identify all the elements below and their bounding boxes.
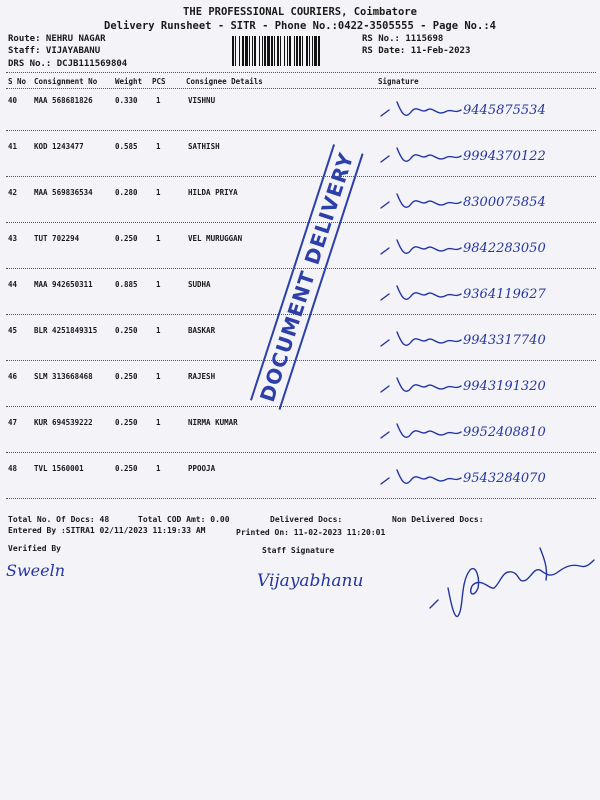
row-pcs: 1	[156, 280, 161, 289]
row-divider	[6, 222, 596, 223]
row-consignment-no: SLM 313668468	[34, 372, 93, 381]
row-weight: 0.280	[115, 188, 138, 197]
row-consignee: BASKAR	[188, 326, 216, 335]
row-consignee: VISHNU	[188, 96, 216, 105]
row-consignee: PPOOJA	[188, 464, 216, 473]
row-pcs: 1	[156, 96, 161, 105]
barcode-bar	[287, 36, 288, 66]
row-signature	[375, 458, 600, 496]
barcode-bar	[314, 36, 317, 66]
header-bottom-rule	[6, 88, 596, 89]
row-pcs: 1	[156, 142, 161, 151]
row-consignment-no: TVL 1560001	[34, 464, 84, 473]
entered-by: Entered By :SITRA1 02/11/2023 11:19:33 AM	[8, 526, 206, 535]
row-sno: 43	[8, 234, 18, 243]
total-cod: Total COD Amt: 0.00	[138, 515, 230, 524]
barcode-bar	[254, 36, 256, 66]
row-divider	[6, 452, 596, 453]
signature-scrawl	[375, 228, 600, 266]
row-signature	[375, 320, 600, 358]
row-weight: 0.330	[115, 96, 138, 105]
col-header-signature: Signature	[378, 77, 419, 86]
verifier-signature	[4, 554, 84, 584]
signature-scrawl	[375, 412, 600, 450]
signature-phone-number: 9943191320	[463, 379, 546, 394]
col-header-consignee: Consignee Details	[186, 77, 263, 86]
signature-stroke	[381, 378, 461, 392]
barcode-bar	[294, 36, 295, 66]
row-divider	[6, 130, 596, 131]
row-consignee: VEL MURUGGAN	[188, 234, 243, 243]
row-divider	[6, 360, 596, 361]
barcode-bar	[280, 36, 281, 66]
row-signature	[375, 366, 600, 404]
barcode-bar	[284, 36, 285, 66]
rs-date: RS Date: 11-Feb-2023	[362, 46, 471, 56]
row-weight: 0.250	[115, 418, 138, 427]
signature-phone-number: 9445875534	[463, 103, 546, 118]
row-pcs: 1	[156, 464, 161, 473]
barcode-bar	[318, 36, 320, 66]
row-divider	[6, 176, 596, 177]
barcode-bar	[249, 36, 250, 66]
signature-stroke	[381, 470, 461, 484]
barcode-bar	[262, 36, 263, 66]
row-sno: 45	[8, 326, 18, 335]
row-consignee: SATHISH	[188, 142, 220, 151]
non-delivered-docs: Non Delivered Docs:	[392, 515, 484, 524]
row-signature	[375, 412, 600, 450]
barcode-bar	[309, 36, 310, 66]
row-weight: 0.250	[115, 464, 138, 473]
row-weight: 0.250	[115, 326, 138, 335]
row-signature	[375, 182, 600, 220]
row-consignment-no: MAA 568681826	[34, 96, 93, 105]
barcode-bar	[271, 36, 273, 66]
row-pcs: 1	[156, 372, 161, 381]
barcode-bar	[252, 36, 253, 66]
row-consignment-no: KOD 1243477	[34, 142, 84, 151]
row-pcs: 1	[156, 418, 161, 427]
signature-stroke	[381, 148, 461, 162]
row-sno: 40	[8, 96, 18, 105]
row-consignee: HILDA PRIYA	[188, 188, 238, 197]
signature-scrawl	[375, 274, 600, 312]
total-docs: Total No. Of Docs: 48	[8, 515, 110, 524]
printed-on: Printed On: 11-02-2023 11:20:01	[236, 528, 386, 537]
row-consignee: RAJESH	[188, 372, 216, 381]
row-signature	[375, 90, 600, 128]
row-sno: 44	[8, 280, 18, 289]
barcode-bar	[302, 36, 303, 66]
row-divider	[6, 406, 596, 407]
signature-scrawl	[375, 136, 600, 174]
barcode-bar	[296, 36, 298, 66]
staff-label: Staff: VIJAYABANU	[8, 46, 101, 56]
row-sno: 47	[8, 418, 18, 427]
signature-stroke	[381, 286, 461, 300]
signature-phone-number: 9994370122	[463, 149, 546, 164]
route-label: Route: NEHRU NAGAR	[8, 34, 106, 44]
row-consignee: SUDHA	[188, 280, 211, 289]
verifier-signature-text: Sweeln	[6, 561, 66, 580]
signature-scrawl	[375, 366, 600, 404]
rs-number: RS No.: 1115698	[362, 34, 444, 44]
barcode-bar	[232, 36, 234, 66]
row-divider	[6, 498, 596, 499]
row-pcs: 1	[156, 188, 161, 197]
signature-stroke	[381, 240, 461, 254]
runsheet-title: THE PROFESSIONAL COURIERS, Coimbatore	[183, 6, 417, 18]
row-sno: 48	[8, 464, 18, 473]
row-weight: 0.250	[115, 372, 138, 381]
row-sno: 41	[8, 142, 18, 151]
consignee-scrawl-signature	[420, 528, 598, 628]
row-consignment-no: TUT 702294	[34, 234, 80, 243]
row-signature	[375, 136, 600, 174]
row-weight: 0.585	[115, 142, 138, 151]
barcode-bar	[267, 36, 270, 66]
signature-stroke	[381, 424, 461, 438]
signature-stroke	[381, 102, 461, 116]
staff-signature-label: Staff Signature	[262, 546, 335, 555]
barcode	[230, 36, 355, 66]
signature-phone-number: 9543284070	[463, 471, 546, 486]
col-header-sno: S No	[8, 77, 27, 86]
barcode-bar	[235, 36, 236, 66]
barcode-bar	[264, 36, 266, 66]
col-header-pcs: PCS	[152, 77, 166, 86]
barcode-bar	[245, 36, 248, 66]
col-header-weight: Weight	[115, 77, 143, 86]
signature-phone-number: 9952408810	[463, 425, 546, 440]
barcode-bar	[312, 36, 313, 66]
row-signature	[375, 274, 600, 312]
barcode-bar	[277, 36, 279, 66]
barcode-bar	[306, 36, 308, 66]
barcode-bar	[289, 36, 291, 66]
row-consignment-no: BLR 4251849315	[34, 326, 98, 335]
signature-phone-number: 9842283050	[463, 241, 546, 256]
runsheet-subtitle: Delivery Runsheet - SITR - Phone No.:0422-3505555 - Page No.:4	[104, 20, 496, 32]
barcode-bar	[242, 36, 244, 66]
signature-scrawl	[375, 90, 600, 128]
signature-phone-number: 9943317740	[463, 333, 546, 348]
table-top-rule	[6, 72, 596, 73]
signature-scrawl	[375, 458, 600, 496]
row-pcs: 1	[156, 326, 161, 335]
row-consignment-no: MAA 942650311	[34, 280, 93, 289]
row-weight: 0.250	[115, 234, 138, 243]
barcode-bar	[239, 36, 240, 66]
signature-stroke	[381, 332, 461, 346]
signature-stroke	[381, 194, 461, 208]
row-signature	[375, 228, 600, 266]
barcode-bar	[274, 36, 275, 66]
signature-scrawl	[375, 182, 600, 220]
row-sno: 42	[8, 188, 18, 197]
staff-signature-text: Vijayabhanu	[257, 571, 364, 591]
document-delivery-stamp: DOCUMENT DELIVERY	[250, 144, 364, 410]
delivered-docs: Delivered Docs:	[270, 515, 343, 524]
barcode-bar	[299, 36, 301, 66]
verified-by-label: Verified By	[8, 544, 61, 553]
row-consignee: NIRMA KUMAR	[188, 418, 238, 427]
barcode-bar	[259, 36, 260, 66]
col-header-consignment: Consignment No	[34, 77, 98, 86]
row-consignment-no: KUR 694539222	[34, 418, 93, 427]
signature-scrawl	[375, 320, 600, 358]
signature-phone-number: 9364119627	[463, 287, 546, 302]
row-consignment-no: MAA 569836534	[34, 188, 93, 197]
staff-handwritten-signature	[255, 558, 405, 598]
row-sno: 46	[8, 372, 18, 381]
drs-label: DRS No.: DCJB111569804	[8, 59, 128, 69]
row-pcs: 1	[156, 234, 161, 243]
row-weight: 0.885	[115, 280, 138, 289]
signature-phone-number: 8300075854	[463, 195, 546, 210]
